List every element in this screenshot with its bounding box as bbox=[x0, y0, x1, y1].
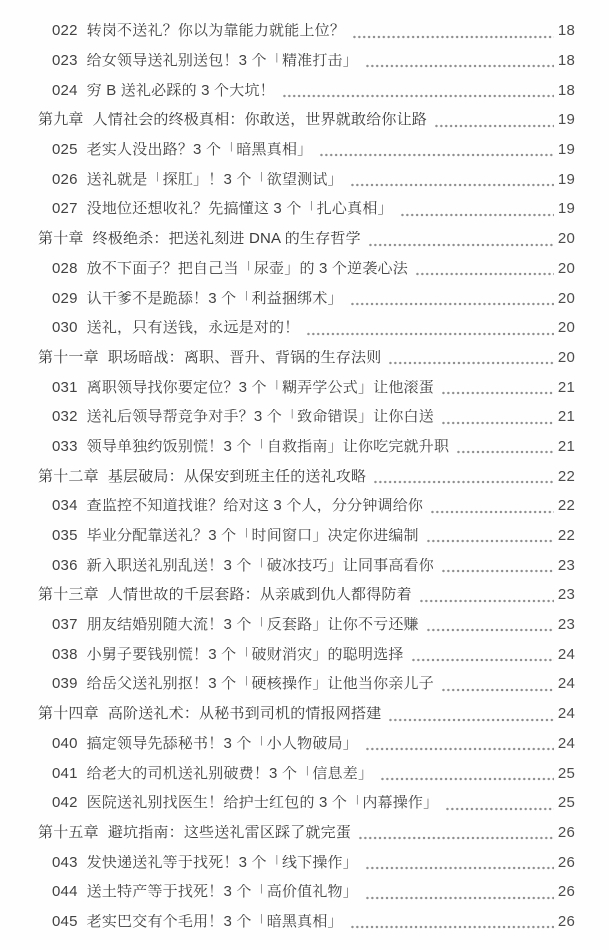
toc-entry-row[interactable] bbox=[38, 135, 575, 165]
chapter-title: 基层破局：从保安到班主任的送礼攻略 bbox=[107, 468, 367, 484]
page-number: 24 bbox=[557, 734, 575, 752]
toc-chapter-row[interactable] bbox=[38, 818, 575, 848]
page-number: 19 bbox=[557, 170, 575, 188]
toc-entry-row[interactable] bbox=[38, 610, 575, 640]
toc-chapter-row[interactable] bbox=[38, 105, 575, 135]
page-number: 22 bbox=[557, 527, 575, 545]
dot-leader bbox=[411, 639, 554, 669]
toc-entry-row[interactable] bbox=[38, 550, 575, 580]
entry-number: 035 bbox=[52, 527, 78, 545]
entry-title: 认干爹不是跪舔！3 个「利益捆绑术」 bbox=[86, 290, 343, 306]
entry-title: 医院送礼别找医生！给护士红包的 3 个「内幕操作」 bbox=[86, 795, 439, 811]
dot-leader bbox=[350, 283, 554, 313]
entry-number: 041 bbox=[52, 764, 78, 782]
chapter-title: 人情世故的千层套路：从亲戚到仇人都得防着 bbox=[107, 587, 412, 603]
entry-title: 送礼就是「探肛」！3 个「欲望测试」 bbox=[86, 171, 343, 187]
entry-title: 送礼后领导帮竞争对手？3 个「致命错误」让你白送 bbox=[86, 409, 434, 425]
toc-entry-row[interactable] bbox=[38, 283, 575, 313]
entry-number: 027 bbox=[52, 200, 78, 218]
toc-entry-row[interactable] bbox=[38, 877, 575, 907]
page-number: 21 bbox=[557, 437, 575, 455]
dot-leader bbox=[352, 16, 554, 46]
entry-title: 转岗不送礼？你以为靠能力就能上位？ bbox=[86, 23, 346, 39]
page-number: 24 bbox=[557, 675, 575, 693]
chapter-number: 第九章 bbox=[38, 111, 84, 129]
dot-leader bbox=[456, 432, 554, 462]
toc-entry-row[interactable] bbox=[38, 758, 575, 788]
dot-leader bbox=[306, 313, 553, 343]
page-number: 22 bbox=[557, 497, 575, 515]
toc-chapter-row[interactable] bbox=[38, 699, 575, 729]
entry-title: 送土特产等于找死！3 个「高价值礼物」 bbox=[86, 884, 358, 900]
dot-leader bbox=[445, 788, 554, 818]
entry-number: 029 bbox=[52, 289, 78, 307]
toc-entry-row[interactable] bbox=[38, 729, 575, 759]
entry-title: 给女领导送礼别送包！3 个「精准打击」 bbox=[86, 53, 358, 69]
dot-leader bbox=[434, 105, 554, 135]
dot-leader bbox=[426, 610, 554, 640]
entry-title: 穷 B 送礼必踩的 3 个大坑！ bbox=[86, 82, 275, 98]
page-number: 20 bbox=[557, 319, 575, 337]
chapter-number: 第十四章 bbox=[38, 705, 99, 723]
toc-entry-row[interactable] bbox=[38, 907, 575, 937]
page-number: 20 bbox=[557, 348, 575, 366]
entry-number: 022 bbox=[52, 22, 78, 40]
entry-title: 老实巴交有个毛用！3 个「暗黑真相」 bbox=[86, 913, 343, 929]
toc-entry-row[interactable] bbox=[38, 16, 575, 46]
chapter-title: 避坑指南：这些送礼雷区踩了就完蛋 bbox=[107, 824, 352, 840]
page-number: 20 bbox=[557, 289, 575, 307]
dot-leader bbox=[441, 402, 554, 432]
chapter-number: 第十五章 bbox=[38, 823, 99, 841]
entry-title: 给老大的司机送礼别破费！3 个「信息差」 bbox=[86, 765, 374, 781]
entry-number: 042 bbox=[52, 794, 78, 812]
toc-entry-row[interactable] bbox=[38, 669, 575, 699]
chapter-number: 第十二章 bbox=[38, 467, 99, 485]
dot-leader bbox=[441, 372, 554, 402]
page-number: 26 bbox=[557, 912, 575, 930]
page-number: 18 bbox=[557, 81, 575, 99]
entry-number: 024 bbox=[52, 81, 78, 99]
dot-leader bbox=[350, 907, 554, 937]
page-number: 19 bbox=[557, 200, 575, 218]
toc-chapter-row[interactable] bbox=[38, 224, 575, 254]
entry-number: 038 bbox=[52, 645, 78, 663]
dot-leader bbox=[388, 343, 553, 373]
page-number: 26 bbox=[557, 823, 575, 841]
chapter-number: 第十章 bbox=[38, 230, 84, 248]
toc-chapter-row[interactable] bbox=[38, 580, 575, 610]
entry-number: 026 bbox=[52, 170, 78, 188]
page-number: 19 bbox=[557, 141, 575, 159]
entry-title: 送礼，只有送钱，永远是对的！ bbox=[86, 320, 300, 336]
page-number: 25 bbox=[557, 794, 575, 812]
entry-number: 043 bbox=[52, 853, 78, 871]
entry-number: 032 bbox=[52, 408, 78, 426]
dot-leader bbox=[426, 521, 554, 551]
page-number: 21 bbox=[557, 408, 575, 426]
entry-number: 031 bbox=[52, 378, 78, 396]
entry-number: 030 bbox=[52, 319, 78, 337]
page-number: 26 bbox=[557, 883, 575, 901]
toc-entry-row[interactable] bbox=[38, 194, 575, 224]
entry-number: 033 bbox=[52, 437, 78, 455]
toc-chapter-row[interactable] bbox=[38, 343, 575, 373]
chapter-number: 第十一章 bbox=[38, 348, 99, 366]
dot-leader bbox=[358, 818, 554, 848]
page-number: 20 bbox=[557, 259, 575, 277]
toc-entry-row[interactable] bbox=[38, 847, 575, 877]
entry-number: 039 bbox=[52, 675, 78, 693]
dot-leader bbox=[319, 135, 554, 165]
dot-leader bbox=[350, 164, 554, 194]
dot-leader bbox=[373, 461, 554, 491]
entry-title: 领导单独约饭别慌！3 个「自救指南」让你吃完就升职 bbox=[86, 438, 450, 454]
page-number: 26 bbox=[557, 853, 575, 871]
page-number: 18 bbox=[557, 52, 575, 70]
entry-title: 老实人没出路？3 个「暗黑真相」 bbox=[86, 142, 313, 158]
entry-number: 045 bbox=[52, 912, 78, 930]
entry-title: 没地位还想收礼？先搞懂这 3 个「扎心真相」 bbox=[86, 201, 393, 217]
toc-entry-row[interactable] bbox=[38, 639, 575, 669]
toc-entry-row[interactable] bbox=[38, 372, 575, 402]
entry-title: 放不下面子？把自己当「尿壶」的 3 个逆袭心法 bbox=[86, 260, 408, 276]
dot-leader bbox=[365, 729, 554, 759]
entry-title: 给岳父送礼别抠！3 个「硬核操作」让他当你亲儿子 bbox=[86, 676, 434, 692]
dot-leader bbox=[441, 550, 554, 580]
page-number: 20 bbox=[557, 230, 575, 248]
dot-leader bbox=[365, 46, 554, 76]
toc-entry-row[interactable] bbox=[38, 75, 575, 105]
entry-title: 发快递送礼等于找死！3 个「线下操作」 bbox=[86, 854, 358, 870]
toc-entry-row[interactable] bbox=[38, 432, 575, 462]
dot-leader bbox=[388, 699, 553, 729]
page-number: 22 bbox=[557, 467, 575, 485]
entry-title: 查监控不知道找谁？给对这 3 个人，分分钟调给你 bbox=[86, 498, 424, 514]
page-number: 25 bbox=[557, 764, 575, 782]
entry-number: 034 bbox=[52, 497, 78, 515]
toc-chapter-row[interactable] bbox=[38, 461, 575, 491]
entry-number: 036 bbox=[52, 556, 78, 574]
dot-leader bbox=[400, 194, 554, 224]
dot-leader bbox=[415, 254, 554, 284]
entry-number: 044 bbox=[52, 883, 78, 901]
toc-entry-row[interactable] bbox=[38, 164, 575, 194]
toc-entry-row[interactable] bbox=[38, 521, 575, 551]
dot-leader bbox=[430, 491, 554, 521]
toc-entry-row[interactable] bbox=[38, 402, 575, 432]
toc-list bbox=[38, 16, 575, 936]
toc-entry-row[interactable] bbox=[38, 788, 575, 818]
entry-number: 023 bbox=[52, 52, 78, 70]
chapter-title: 人情社会的终极真相：你敢送，世界就敢给你让路 bbox=[92, 112, 428, 128]
entry-title: 离职领导找你要定位？3 个「糊弄学公式」让他滚蛋 bbox=[86, 379, 434, 395]
entry-title: 毕业分配靠送礼？3 个「时间窗口」决定你进编制 bbox=[86, 528, 419, 544]
entry-number: 025 bbox=[52, 141, 78, 159]
toc-entry-row[interactable] bbox=[38, 313, 575, 343]
page-number: 24 bbox=[557, 645, 575, 663]
toc-entry-row[interactable] bbox=[38, 491, 575, 521]
entry-number: 037 bbox=[52, 616, 78, 634]
dot-leader bbox=[419, 580, 554, 610]
toc-entry-row[interactable] bbox=[38, 254, 575, 284]
toc-entry-row[interactable] bbox=[38, 46, 575, 76]
page-number: 23 bbox=[557, 556, 575, 574]
page-number: 23 bbox=[557, 586, 575, 604]
dot-leader bbox=[365, 847, 554, 877]
entry-title: 新入职送礼别乱送！3 个「破冰技巧」让同事高看你 bbox=[86, 557, 434, 573]
chapter-number: 第十三章 bbox=[38, 586, 99, 604]
entry-title: 小舅子要钱别慌！3 个「破财消灾」的聪明选择 bbox=[86, 646, 404, 662]
dot-leader bbox=[282, 75, 554, 105]
page-number: 23 bbox=[557, 616, 575, 634]
chapter-title: 终极绝杀：把送礼刻进 DNA 的生存哲学 bbox=[92, 231, 361, 247]
page-number: 21 bbox=[557, 378, 575, 396]
page-number: 18 bbox=[557, 22, 575, 40]
chapter-title: 职场暗战：离职、晋升、背锅的生存法则 bbox=[107, 349, 382, 365]
dot-leader bbox=[365, 877, 554, 907]
entry-title: 搞定领导先舔秘书！3 个「小人物破局」 bbox=[86, 735, 358, 751]
dot-leader bbox=[368, 224, 554, 254]
dot-leader bbox=[380, 758, 554, 788]
page-number: 19 bbox=[557, 111, 575, 129]
dot-leader bbox=[441, 669, 554, 699]
entry-number: 028 bbox=[52, 259, 78, 277]
chapter-title: 高阶送礼术：从秘书到司机的情报网搭建 bbox=[107, 706, 382, 722]
entry-title: 朋友结婚别随大流！3 个「反套路」让你不亏还赚 bbox=[86, 617, 419, 633]
page-number: 24 bbox=[557, 705, 575, 723]
entry-number: 040 bbox=[52, 734, 78, 752]
